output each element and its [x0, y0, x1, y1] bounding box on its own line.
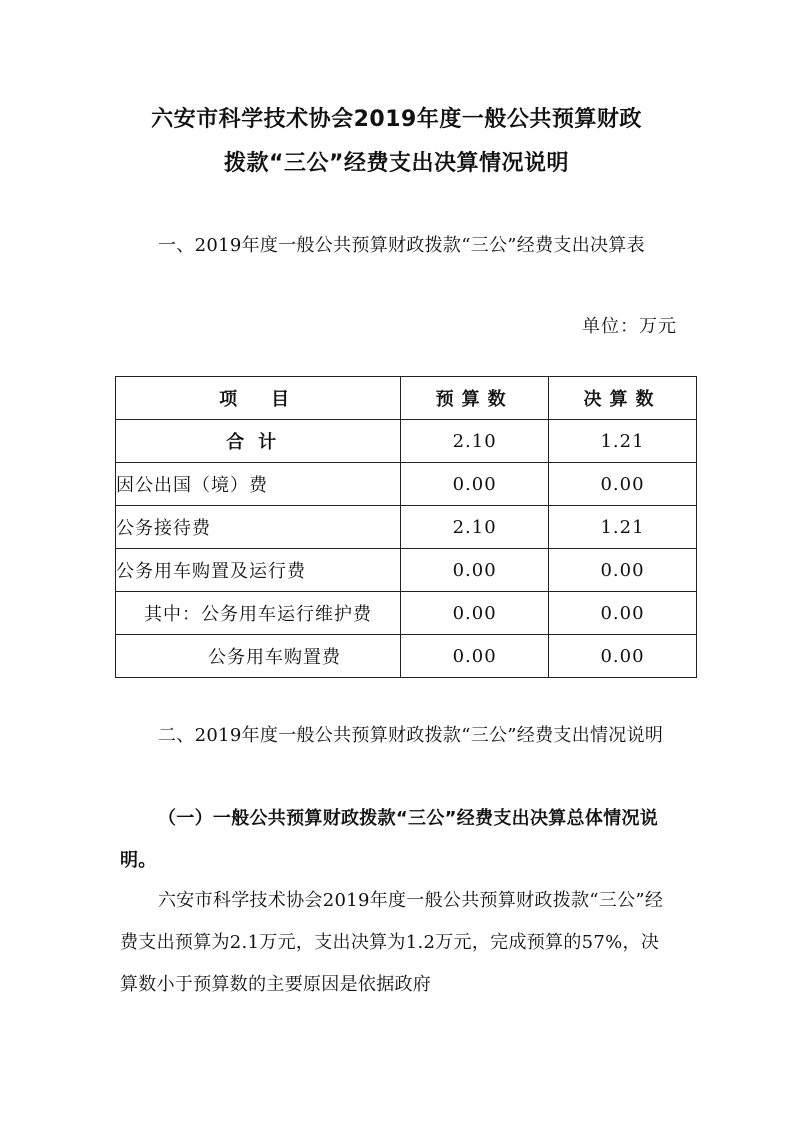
unit-label: 单位：万元 [582, 316, 677, 337]
row-actual: 0.00 [549, 463, 697, 506]
row-actual: 0.00 [549, 635, 697, 678]
document-title-line-1: 六安市科学技术协会2019年度一般公共预算财政 [151, 107, 642, 132]
row-actual: 0.00 [549, 549, 697, 592]
section-2-heading: 二、2019年度一般公共预算财政拨款“三公”经费支出情况说明 [158, 725, 664, 746]
section-1-heading: 一、2019年度一般公共预算财政拨款“三公”经费支出决算表 [158, 235, 645, 256]
row-actual: 1.21 [549, 420, 697, 463]
table-row [116, 463, 697, 506]
row-budget: 2.10 [401, 420, 549, 463]
row-budget: 0.00 [401, 592, 549, 635]
row-actual: 0.00 [549, 592, 697, 635]
row-item: 合计 [116, 420, 401, 463]
row-budget: 0.00 [401, 549, 549, 592]
document-title-line-2: 拨款“三公”经费支出决算情况说明 [224, 151, 569, 176]
table-header-row [116, 377, 697, 420]
header-budget: 预算数 [401, 377, 549, 420]
header-actual: 决算数 [549, 377, 697, 420]
table-row [116, 635, 697, 678]
body-paragraph: 六安市科学技术协会2019年度一般公共预算财政拨款“三公”经费支出预算为2.1万元，支出决算为1.2万元，完成预算的57%，决算数小于预算数的主要原因是依据政府 [120, 890, 664, 995]
row-budget: 2.10 [401, 506, 549, 549]
row-item: 公务用车购置及运行费 [116, 549, 401, 592]
table-row [116, 592, 697, 635]
expense-table [115, 376, 697, 678]
header-item: 项 目 [116, 377, 401, 420]
table-row [116, 420, 697, 463]
row-item: 其中：公务用车运行维护费 [116, 592, 401, 635]
subsection-1-heading: （一）一般公共预算财政拨款“三公”经费支出决算总体情况说明。 [120, 808, 659, 871]
row-actual: 1.21 [549, 506, 697, 549]
table-row [116, 549, 697, 592]
row-item: 因公出国（境）费 [116, 463, 401, 506]
row-item: 公务接待费 [116, 506, 401, 549]
row-budget: 0.00 [401, 463, 549, 506]
table-row [116, 506, 697, 549]
row-budget: 0.00 [401, 635, 549, 678]
row-item: 公务用车购置费 [116, 635, 401, 678]
